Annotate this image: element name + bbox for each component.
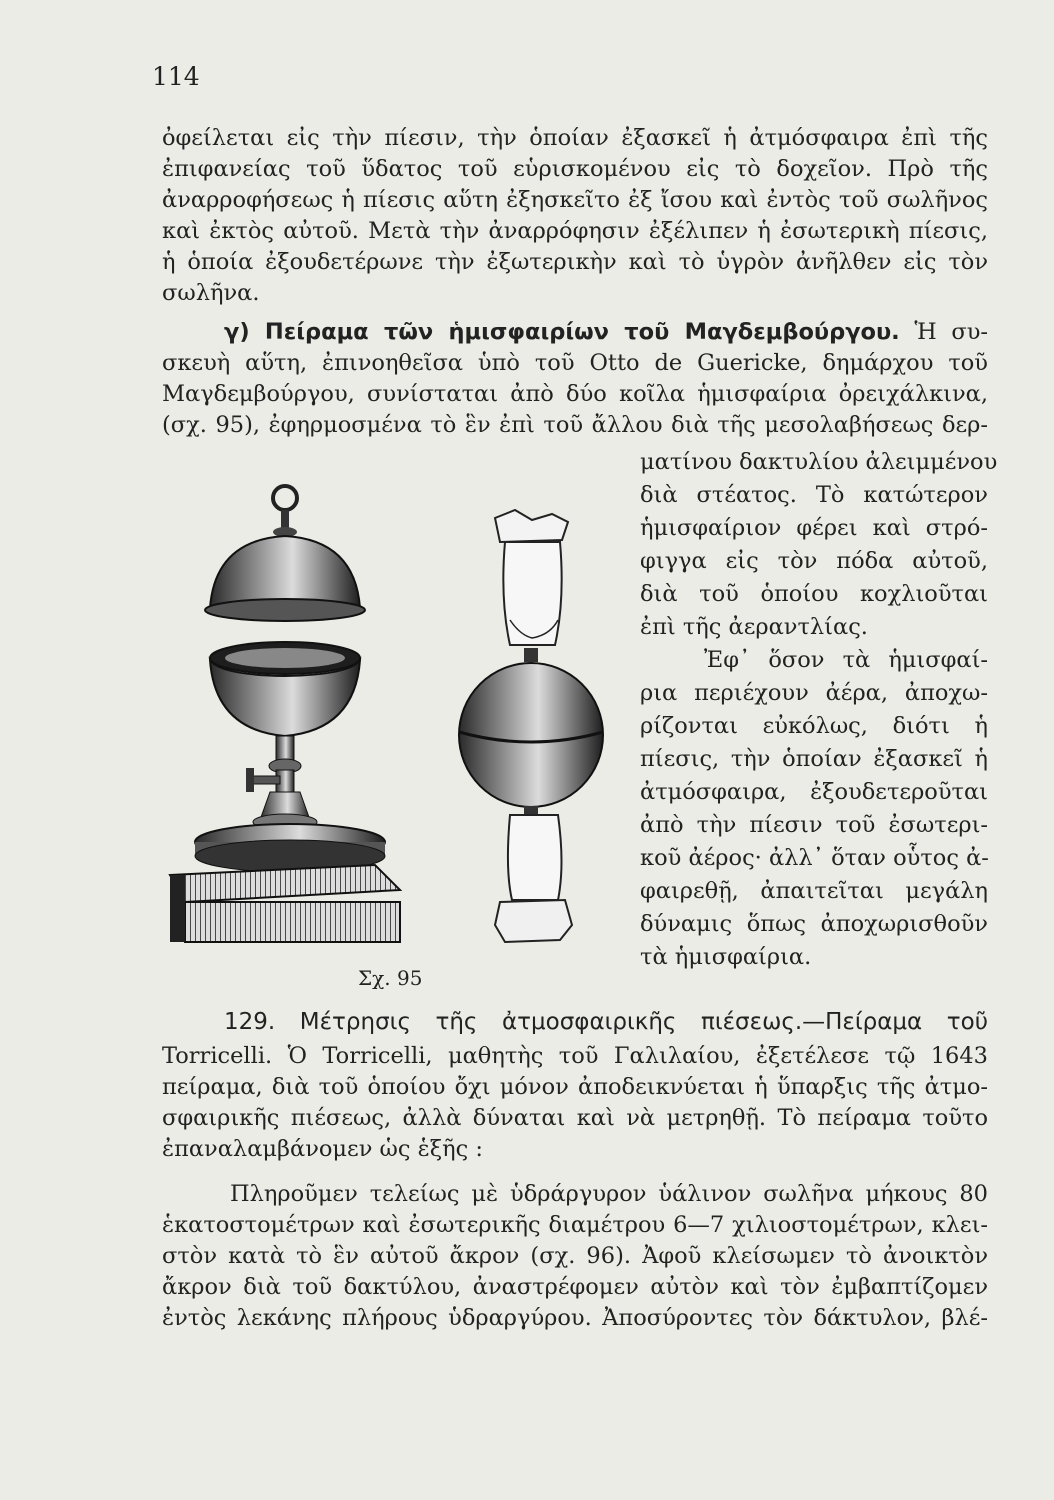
section-heading: γ) Πείραμα τῶν ἡμισφαιρίων τοῦ Μαγδεμβούργου. xyxy=(224,319,900,345)
side-text-line: φαιρεθῇ, ἀπαιτεῖται μεγάλη xyxy=(640,878,988,904)
side-text-line: φιγγα εἰς τὸν πόδα αὐτοῦ, xyxy=(640,548,988,574)
figure-caption: Σχ. 95 xyxy=(358,966,423,990)
side-text-line: ματίνου δακτυλίου ἀλειμμένου xyxy=(640,449,998,475)
side-text-line: διὰ στέατος. Τὸ κατώτερον xyxy=(640,482,988,508)
side-text-line: πίεσις, τὴν ὁποίαν ἐξασκεῖ ἡ xyxy=(640,746,988,772)
text-line: ἑκατοστομέτρων καὶ ἐσωτερικῆς διαμέτρου 6—7 χιλιοστομέτρων, κλει- xyxy=(162,1212,988,1238)
side-text-line: ρίζονται εὐκόλως, διότι ἡ xyxy=(640,713,988,739)
side-text-line: ρια περιέχουν ἀέρα, ἀποχω- xyxy=(640,680,988,706)
heading-continuation: Ἡ συ- xyxy=(914,319,988,345)
side-text-line: κοῦ ἀέρος· ἀλλ᾿ ὅταν οὗτος ἀ- xyxy=(640,845,989,871)
section-heading-line xyxy=(162,318,988,346)
page-number: 114 xyxy=(152,62,200,91)
section-heading-line xyxy=(162,1008,988,1036)
side-text-line: δύναμις ὅπως ἀποχωρισθοῦν xyxy=(640,911,988,937)
text-line: ἄκρον διὰ τοῦ δακτύλου, ἀναστρέφομεν αὐτὸν καὶ τὸν ἐμβαπτίζομεν xyxy=(162,1274,988,1300)
section-heading-129: 129. Μέτρησις τῆς ἀτμοσφαιρικῆς πιέσεως.—Πείραμα τοῦ xyxy=(224,1009,988,1035)
text-line: Μαγδεμβούργου, συνίσταται ἀπὸ δύο κοῖλα ἡμισφαίρια ὀρειχάλκινα, xyxy=(162,381,988,407)
side-text-line: ἀτμόσφαιρα, ἐξουδετεροῦται xyxy=(640,779,988,805)
text-line: ὀφείλεται εἰς τὴν πίεσιν, τὴν ὁποίαν ἐξασκεῖ ἡ ἀτμόσφαιρα ἐπὶ τῆς xyxy=(162,125,988,151)
text-line: σωλῆνα. xyxy=(162,280,260,306)
hands-pulling-hemispheres-illustration xyxy=(459,510,603,942)
text-line: Πληροῦμεν τελείως μὲ ὑδράργυρον ὑάλινον σωλῆνα μήκους 80 xyxy=(230,1181,988,1207)
text-line: ἐπαναλαμβάνομεν ὡς ἑξῆς : xyxy=(162,1136,483,1162)
text-line: ἐντὸς λεκάνης πλήρους ὑδραργύρου. Ἀποσύροντες τὸν δάκτυλον, βλέ- xyxy=(162,1305,988,1331)
text-line: σφαιρικῆς πιέσεως, ἀλλὰ δύναται καὶ νὰ μετρηθῇ. Τὸ πείραμα τοῦτο xyxy=(162,1105,988,1131)
text-line: στὸν κατὰ τὸ ἓν αὐτοῦ ἄκρον (σχ. 96). Ἀφοῦ κλείσωμεν τὸ ἀνοικτὸν xyxy=(162,1243,988,1269)
side-text-line: ἀπὸ τὴν πίεσιν τοῦ ἐσωτερι- xyxy=(640,812,988,838)
text-line: (σχ. 95), ἐφηρμοσμένα τὸ ἓν ἐπὶ τοῦ ἄλλου διὰ τῆς μεσολαβήσεως δερ- xyxy=(162,412,988,438)
side-text-line: Ἐφ᾿ ὅσον τὰ ἡμισφαί- xyxy=(704,647,988,673)
side-text-line: διὰ τοῦ ὁποίου κοχλιοῦται xyxy=(640,581,988,607)
text-line: ἡ ὁποία ἐξουδετέρωνε τὴν ἐξωτερικὴν καὶ τὸ ὑγρὸν ἀνῆλθεν εἰς τὸν xyxy=(162,249,988,275)
side-text-line: ἐπὶ τῆς ἀεραντλίας. xyxy=(640,614,868,640)
text-line: ἐπιφανείας τοῦ ὕδατος τοῦ εὑρισκομένου εἰς τὸ δοχεῖον. Πρὸ τῆς xyxy=(162,156,988,182)
hemispheres-apparatus-illustration xyxy=(170,486,400,942)
side-text-line: τὰ ἡμισφαίρια. xyxy=(640,944,812,970)
text-line: σκευὴ αὕτη, ἐπινοηθεῖσα ὑπὸ τοῦ Otto de Guericke, δημάρχου τοῦ xyxy=(162,350,988,376)
text-line: ἀναρροφήσεως ἡ πίεσις αὕτη ἐξησκεῖτο ἐξ ἴσου καὶ ἐντὸς τοῦ σωλῆνος xyxy=(162,187,988,213)
magdeburg-hemispheres-figure xyxy=(160,470,630,990)
text-line: καὶ ἐκτὸς αὐτοῦ. Μετὰ τὴν ἀναρρόφησιν ἐξέλιπεν ἡ ἐσωτερικὴ πίεσις, xyxy=(162,218,988,244)
text-line: Torricelli. Ὁ Torricelli, μαθητὴς τοῦ Γαλιλαίου, ἐξετέλεσε τῷ 1643 xyxy=(162,1043,988,1069)
text-line: πείραμα, διὰ τοῦ ὁποίου ὄχι μόνον ἀποδεικνύεται ἡ ὕπαρξις τῆς ἀτμο- xyxy=(162,1074,988,1100)
side-text-line: ἡμισφαίριον φέρει καὶ στρό- xyxy=(640,515,988,541)
